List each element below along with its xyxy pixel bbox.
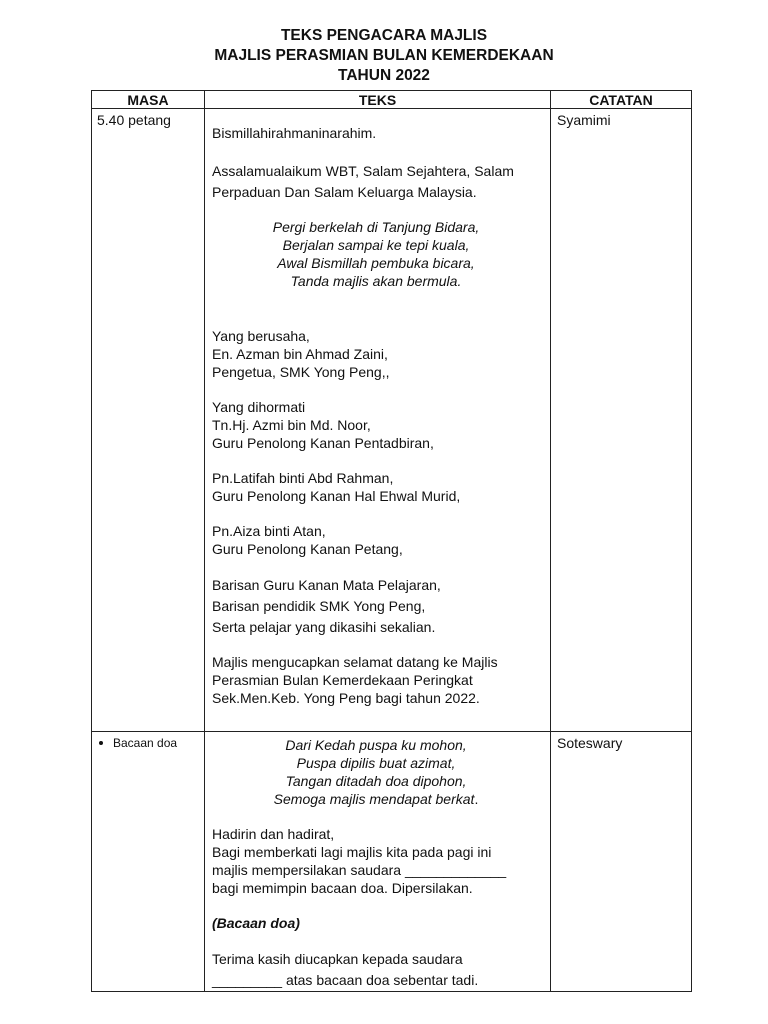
bullet-list-item (97, 734, 204, 752)
bacaan-doa-cue: (Bacaan doa) (212, 915, 300, 931)
salam-line-2: Perpaduan Dan Salam Keluarga Malaysia. (212, 184, 477, 200)
catatan-cell (551, 732, 692, 992)
emcee-script-table (91, 90, 692, 992)
ucapan-line: Majlis mengucapkan selamat datang ke Majlis (212, 654, 498, 670)
header-teks: TEKS (205, 91, 551, 109)
berusaha-line: Pengetua, SMK Yong Peng,, (212, 364, 390, 380)
header-catatan: CATATAN (551, 91, 692, 109)
teks-cell (205, 732, 551, 992)
pantun-line-last (212, 790, 550, 808)
terima-kasih-line: Terima kasih diucapkan kepada saudara (212, 951, 463, 967)
pantun-line: Puspa dipilis buat azimat, (296, 755, 456, 771)
barisan-line: Barisan pendidik SMK Yong Peng, (212, 598, 426, 614)
pantun-line: Awal Bismillah pembuka bicara, (277, 255, 475, 271)
table-row (92, 109, 692, 732)
catatan-name: Syamimi (557, 112, 611, 128)
opening-line: Bismillahirahmaninarahim. (212, 125, 377, 141)
document-title (0, 26, 768, 86)
dihormati-line: Tn.Hj. Azmi bin Md. Noor, (212, 417, 371, 433)
latifah-line: Guru Penolong Kanan Hal Ehwal Murid, (212, 488, 461, 504)
pantun-line: Pergi berkelah di Tanjung Bidara, (272, 219, 480, 235)
table-header-row (92, 91, 692, 109)
masa-time: 5.40 petang (97, 112, 171, 128)
bullet-icon (99, 741, 103, 745)
barisan-line: Barisan Guru Kanan Mata Pelajaran, (212, 577, 441, 593)
berusaha-line: En. Azman bin Ahmad Zaini, (212, 346, 388, 362)
pantun-line: Tanda majlis akan bermula. (290, 273, 462, 289)
jemputan-line: Hadirin dan hadirat, (212, 826, 335, 842)
masa-cell (92, 732, 205, 992)
berusaha-line: Yang berusaha, (212, 328, 310, 344)
table-row (92, 732, 692, 992)
jemputan-line: Bagi memberkati lagi majlis kita pada pagi ini (212, 844, 492, 860)
catatan-cell (551, 109, 692, 732)
masa-activity: Bacaan doa (113, 736, 178, 750)
salam-line-1: Assalamualaikum WBT, Salam Sejahtera, Salam (212, 163, 514, 179)
latifah-line: Pn.Latifah binti Abd Rahman, (212, 470, 394, 486)
title-line-3: TAHUN 2022 (338, 67, 430, 84)
jemputan-line: bagi memimpin bacaan doa. Dipersilakan. (212, 880, 473, 896)
ucapan-line: Perasmian Bulan Kemerdekaan Peringkat (212, 672, 473, 688)
catatan-name: Soteswary (557, 735, 623, 751)
aiza-line: Pn.Aiza binti Atan, (212, 523, 326, 539)
jemputan-line: majlis mempersilakan saudara _____________ (212, 862, 507, 878)
barisan-line: Serta pelajar yang dikasihi sekalian. (212, 619, 436, 635)
pantun-line: Dari Kedah puspa ku mohon, (285, 737, 467, 753)
header-masa: MASA (92, 91, 205, 109)
masa-cell (92, 109, 205, 732)
aiza-line: Guru Penolong Kanan Petang, (212, 541, 403, 557)
dihormati-line: Guru Penolong Kanan Pentadbiran, (212, 435, 434, 451)
pantun-line: Berjalan sampai ke tepi kuala, (282, 237, 470, 253)
teks-cell (205, 109, 551, 732)
ucapan-line: Sek.Men.Keb. Yong Peng bagi tahun 2022. (212, 690, 480, 706)
title-line-1: TEKS PENGACARA MAJLIS (280, 27, 488, 44)
terima-kasih-line: _________ atas bacaan doa sebentar tadi. (212, 972, 479, 988)
pantun-line-text: Semoga majlis mendapat berkat (273, 791, 475, 807)
dihormati-line: Yang dihormati (212, 399, 306, 415)
title-line-2: MAJLIS PERASMIAN BULAN KEMERDEKAAN (214, 47, 554, 64)
pantun-line: Tangan ditadah doa dipohon, (285, 773, 467, 789)
pantun-period: . (474, 791, 479, 807)
